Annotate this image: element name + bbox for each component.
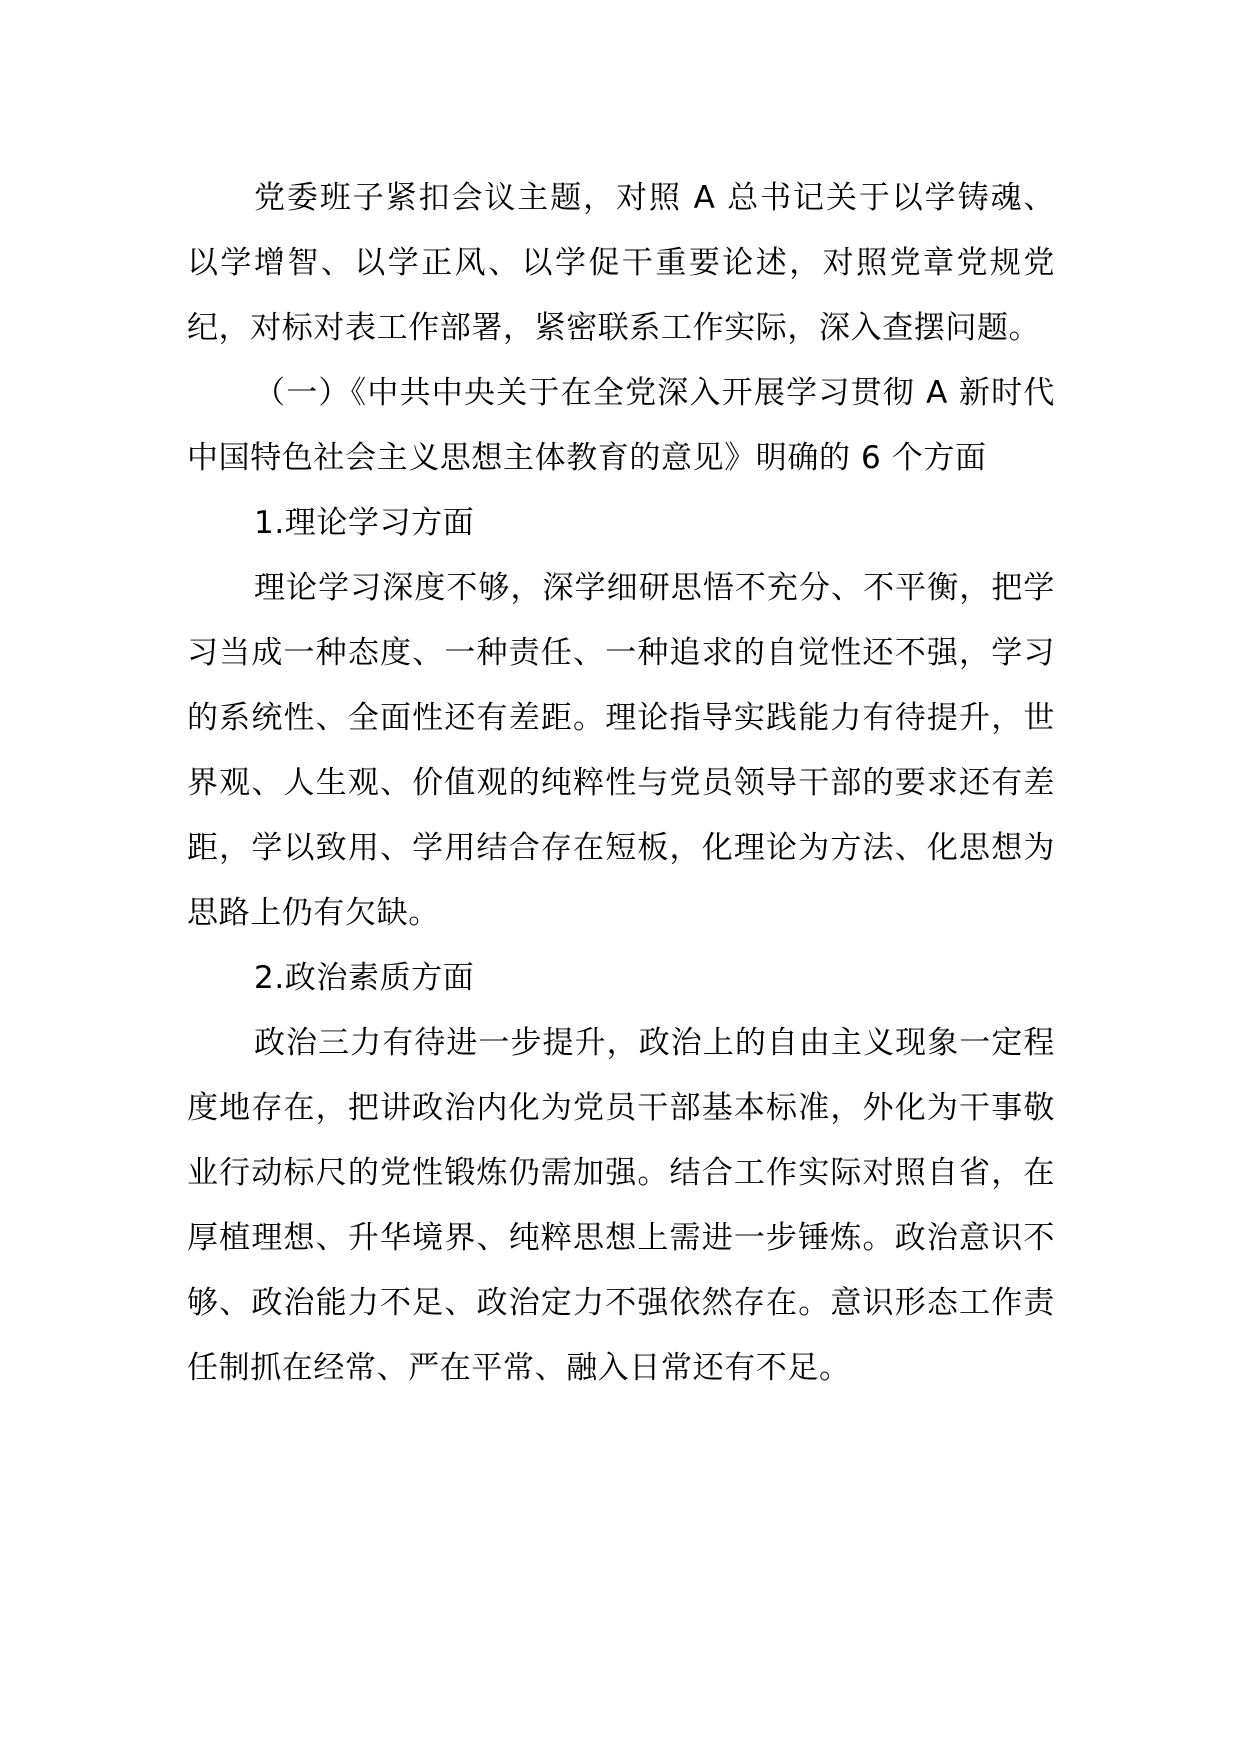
intro-paragraph: 党委班子紧扣会议主题，对照 A 总书记关于以学铸魂、以学增智、以学正风、以学促干重要论述，对照党章党规党纪，对标对表工作部署，紧密联系工作实际，深入查摆问题。 <box>187 180 1055 346</box>
theory-paragraph: 理论学习深度不够，深学细研思悟不充分、不平衡，把学习当成一种态度、一种责任、一种追求的自觉性还不强，学习的系统性、全面性还有差距。理论指导实践能力有待提升，世界观、人生观、价值观的纯粹性与党员领导干部的要求还有差距，学以致用、学用结合存在短板，化理论为方法、化思想为思路上仍有欠缺。 <box>187 570 1055 931</box>
section-heading: （一）《中共中央关于在全党深入开展学习贯彻 A 新时代中国特色社会主义思想主体教育的意见》明确的 6 个方面 <box>187 375 1055 476</box>
document-body <box>187 166 1055 1401</box>
politics-paragraph: 政治三力有待进一步提升，政治上的自由主义现象一定程度地存在，把讲政治内化为党员干部基本标准，外化为干事敬业行动标尺的党性锻炼仍需加强。结合工作实际对照自省，在厚植理想、升华境界、纯粹思想上需进一步锤炼。政治意识不够、政治能力不足、政治定力不强依然存在。意识形态工作责任制抓在经常、严在平常、融入日常还有不足。 <box>187 1025 1055 1386</box>
subsection-heading-theory: 1.理论学习方面 <box>254 505 475 541</box>
subsection-heading-politics: 2.政治素质方面 <box>254 960 475 996</box>
